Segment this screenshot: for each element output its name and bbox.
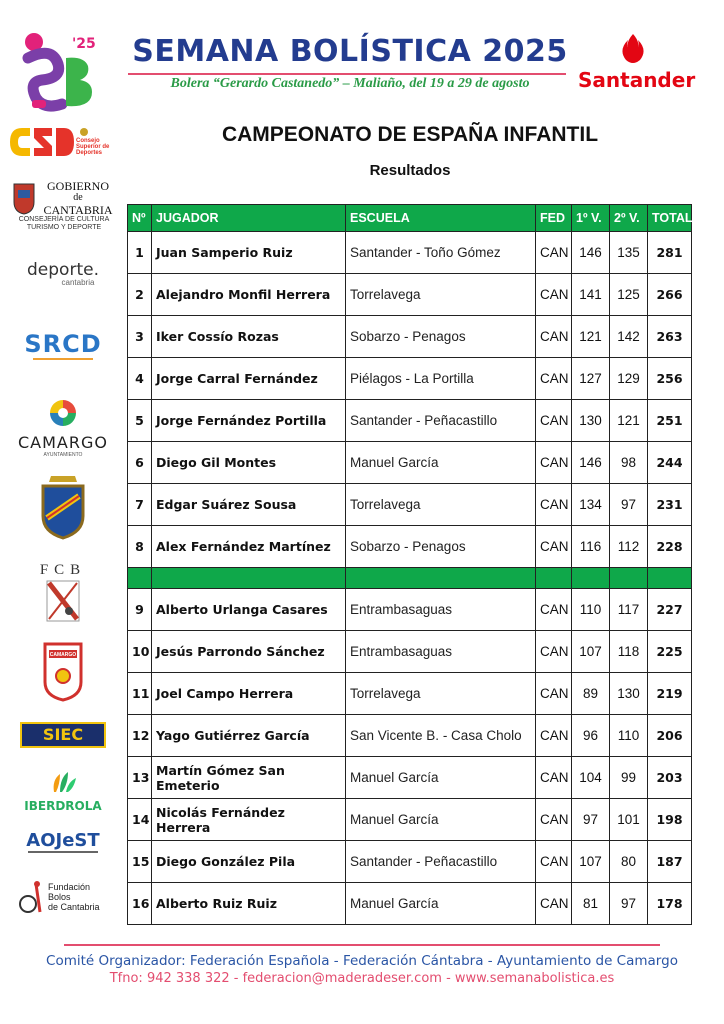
school-name: Entrambasaguas	[346, 589, 536, 631]
fcb-label: FCB	[39, 562, 87, 578]
footer-divider	[64, 944, 660, 946]
table-row	[128, 274, 692, 316]
total-score: 251	[648, 400, 692, 442]
round2-score: 110	[610, 715, 648, 757]
row-number: 3	[128, 316, 152, 358]
col-header-school: ESCUELA	[346, 205, 536, 232]
school-name: Manuel García	[346, 757, 536, 799]
gobierno-cantabria-logo	[8, 178, 118, 232]
row-number: 8	[128, 526, 152, 568]
aojest-logo	[8, 830, 118, 860]
school-name: Sobarzo - Penagos	[346, 526, 536, 568]
player-name: Juan Samperio Ruiz	[152, 232, 346, 274]
event-subtitle: Bolera “Gerardo Castanedo” – Maliaño, del 19 a 29 de agosto	[170, 76, 530, 91]
player-name: Joel Campo Herrera	[152, 673, 346, 715]
row-number: 9	[128, 589, 152, 631]
championship-title: CAMPEONATO DE ESPAÑA INFANTIL	[221, 123, 599, 146]
table-row	[128, 484, 692, 526]
footer-organizers: Comité Organizador: Federación Española - Federación Cántabra - Ayuntamiento de Camargo	[46, 953, 678, 969]
school-name: Piélagos - La Portilla	[346, 358, 536, 400]
round1-score: 130	[572, 400, 610, 442]
row-number: 14	[128, 799, 152, 841]
table-row	[128, 232, 692, 274]
row-number: 13	[128, 757, 152, 799]
table-row	[128, 442, 692, 484]
col-header-round2: 2º V.	[610, 205, 648, 232]
col-header-player: JUGADOR	[152, 205, 346, 232]
pb-camargo-label: CAMARGO	[49, 652, 77, 658]
school-name: Sobarzo - Penagos	[346, 316, 536, 358]
camargo-label: CAMARGO	[18, 433, 108, 452]
round1-score: 116	[572, 526, 610, 568]
school-name: Manuel García	[346, 883, 536, 925]
federation: CAN	[536, 841, 572, 883]
table-row	[128, 757, 692, 799]
school-name: Torrelavega	[346, 673, 536, 715]
table-row	[128, 589, 692, 631]
coat-of-arms-logo	[8, 474, 118, 540]
round2-score: 99	[610, 757, 648, 799]
col-header-total: TOTAL	[648, 205, 692, 232]
row-number: 16	[128, 883, 152, 925]
school-name: Entrambasaguas	[346, 631, 536, 673]
school-name: Santander - Toño Gómez	[346, 232, 536, 274]
row-number: 10	[128, 631, 152, 673]
aojest-label: AOJeST	[26, 830, 100, 851]
row-number: 11	[128, 673, 152, 715]
row-number: 4	[128, 358, 152, 400]
turismo-label: TURISMO Y DEPORTE	[26, 224, 102, 231]
table-row	[128, 358, 692, 400]
federation: CAN	[536, 715, 572, 757]
table-body-top	[128, 232, 692, 568]
federation: CAN	[536, 442, 572, 484]
player-name: Diego González Pila	[152, 841, 346, 883]
row-number: 5	[128, 400, 152, 442]
table-row	[128, 400, 692, 442]
player-name: Martín Gómez San Emeterio	[152, 757, 346, 799]
col-header-round1: 1º V.	[572, 205, 610, 232]
table-body-bottom	[128, 589, 692, 925]
school-name: Torrelavega	[346, 274, 536, 316]
de-cantabria-label: de Cantabria	[48, 902, 100, 912]
csd-logo	[8, 120, 118, 164]
round1-score: 127	[572, 358, 610, 400]
row-number: 12	[128, 715, 152, 757]
deporte-cantabria-logo	[8, 260, 118, 294]
round1-score: 110	[572, 589, 610, 631]
deporte-sub-label: cantabria	[61, 278, 95, 287]
player-name: Alex Fernández Martínez	[152, 526, 346, 568]
round1-score: 141	[572, 274, 610, 316]
srcd-logo	[8, 330, 118, 366]
player-name: Alberto Ruiz Ruiz	[152, 883, 346, 925]
results-subtitle: Resultados	[369, 162, 451, 179]
col-header-number: Nº	[128, 205, 152, 232]
table-header-row	[128, 205, 692, 232]
total-score: 187	[648, 841, 692, 883]
round2-score: 125	[610, 274, 648, 316]
round1-score: 146	[572, 232, 610, 274]
total-score: 281	[648, 232, 692, 274]
camargo-logo	[8, 398, 118, 456]
cantabria-shield-icon	[12, 180, 36, 216]
table-row	[128, 526, 692, 568]
round1-score: 104	[572, 757, 610, 799]
table-row	[128, 883, 692, 925]
table-row	[128, 673, 692, 715]
santander-flame-icon	[578, 32, 688, 68]
federation: CAN	[536, 757, 572, 799]
total-score: 198	[648, 799, 692, 841]
table-row	[128, 841, 692, 883]
row-number: 7	[128, 484, 152, 526]
total-score: 203	[648, 757, 692, 799]
total-score: 263	[648, 316, 692, 358]
federation: CAN	[536, 274, 572, 316]
fcb-logo	[8, 562, 118, 628]
iberdrola-logo	[8, 770, 118, 813]
footer-contact: Tfno: 942 338 322 - federacion@maderadeser.com - www.semanabolistica.es	[109, 971, 615, 986]
table-separator	[128, 568, 692, 589]
round1-score: 107	[572, 631, 610, 673]
total-score: 225	[648, 631, 692, 673]
federation: CAN	[536, 484, 572, 526]
round1-score: 146	[572, 442, 610, 484]
round1-score: 97	[572, 799, 610, 841]
table-row	[128, 631, 692, 673]
col-header-fed: FED	[536, 205, 572, 232]
iberdrola-leaves-icon	[48, 770, 78, 794]
table-row	[128, 799, 692, 841]
school-name: Torrelavega	[346, 484, 536, 526]
school-name: Santander - Peñacastillo	[346, 400, 536, 442]
santander-logo	[578, 32, 696, 92]
consejeria-label: CONSEJERÍA DE CULTURA	[18, 216, 110, 223]
federation: CAN	[536, 400, 572, 442]
row-number: 6	[128, 442, 152, 484]
row-number: 1	[128, 232, 152, 274]
results-table	[127, 204, 692, 925]
round2-score: 112	[610, 526, 648, 568]
pb-camargo-shield-icon	[43, 642, 83, 702]
fcb-emblem-icon	[43, 579, 83, 623]
fundacion-label: Fundación	[48, 882, 91, 892]
event-title: SEMANA BOLÍSTICA 2025	[132, 34, 568, 69]
player-name: Jorge Fernández Portilla	[152, 400, 346, 442]
coat-of-arms-icon	[37, 474, 89, 540]
total-score: 231	[648, 484, 692, 526]
round2-score: 97	[610, 484, 648, 526]
camargo-sub-label: AYUNTAMIENTO	[43, 452, 83, 458]
school-name: San Vicente B. - Casa Cholo	[346, 715, 536, 757]
total-score: 206	[648, 715, 692, 757]
round2-score: 142	[610, 316, 648, 358]
school-name: Manuel García	[346, 799, 536, 841]
total-score: 256	[648, 358, 692, 400]
round2-score: 117	[610, 589, 648, 631]
table-row	[128, 715, 692, 757]
round2-score: 101	[610, 799, 648, 841]
player-name: Yago Gutiérrez García	[152, 715, 346, 757]
siec-label: SIEC	[20, 722, 106, 748]
santander-label: Santander	[578, 68, 696, 92]
round2-score: 118	[610, 631, 648, 673]
round1-score: 89	[572, 673, 610, 715]
round2-score: 135	[610, 232, 648, 274]
bolos-figure-icon	[18, 880, 48, 916]
federation: CAN	[536, 799, 572, 841]
svg-text:'25: '25	[72, 36, 96, 52]
round2-score: 97	[610, 883, 648, 925]
row-number: 2	[128, 274, 152, 316]
row-number: 15	[128, 841, 152, 883]
total-score: 228	[648, 526, 692, 568]
school-name: Santander - Peñacastillo	[346, 841, 536, 883]
total-score: 266	[648, 274, 692, 316]
federation: CAN	[536, 589, 572, 631]
federation: CAN	[536, 358, 572, 400]
total-score: 219	[648, 673, 692, 715]
round1-score: 121	[572, 316, 610, 358]
round1-score: 81	[572, 883, 610, 925]
round1-score: 107	[572, 841, 610, 883]
player-name: Iker Cossío Rozas	[152, 316, 346, 358]
player-name: Jorge Carral Fernández	[152, 358, 346, 400]
school-name: Manuel García	[346, 442, 536, 484]
cantabria-label: CANTABRIA	[43, 203, 113, 217]
fundacion-bolos-logo	[8, 880, 118, 920]
semana-bolistica-logo	[22, 28, 102, 112]
federation: CAN	[536, 526, 572, 568]
total-score: 178	[648, 883, 692, 925]
federation: CAN	[536, 631, 572, 673]
gobierno-de-label: de	[73, 192, 83, 203]
player-name: Edgar Suárez Sousa	[152, 484, 346, 526]
round2-score: 98	[610, 442, 648, 484]
round1-score: 134	[572, 484, 610, 526]
federation: CAN	[536, 232, 572, 274]
table-row	[128, 316, 692, 358]
deporte-label: deporte.	[27, 260, 99, 280]
total-score: 227	[648, 589, 692, 631]
srcd-label: SRCD	[24, 330, 102, 358]
federation: CAN	[536, 316, 572, 358]
round2-score: 80	[610, 841, 648, 883]
gobierno-label: GOBIERNO	[47, 179, 109, 193]
player-name: Diego Gil Montes	[152, 442, 346, 484]
total-score: 244	[648, 442, 692, 484]
csd-label: Consejo Superior de Deportes	[76, 138, 110, 156]
title-divider	[128, 73, 566, 75]
federation: CAN	[536, 883, 572, 925]
round2-score: 129	[610, 358, 648, 400]
iberdrola-label: IBERDROLA	[24, 799, 102, 813]
separator-row	[128, 568, 692, 589]
pb-camargo-logo	[8, 642, 118, 704]
player-name: Alberto Urlanga Casares	[152, 589, 346, 631]
siec-logo	[8, 722, 118, 750]
player-name: Jesús Parrondo Sánchez	[152, 631, 346, 673]
camargo-symbol-icon	[48, 398, 78, 428]
round2-score: 121	[610, 400, 648, 442]
bolos-label: Bolos	[48, 892, 71, 902]
round2-score: 130	[610, 673, 648, 715]
federation: CAN	[536, 673, 572, 715]
round1-score: 96	[572, 715, 610, 757]
player-name: Alejandro Monfil Herrera	[152, 274, 346, 316]
player-name: Nicolás Fernández Herrera	[152, 799, 346, 841]
